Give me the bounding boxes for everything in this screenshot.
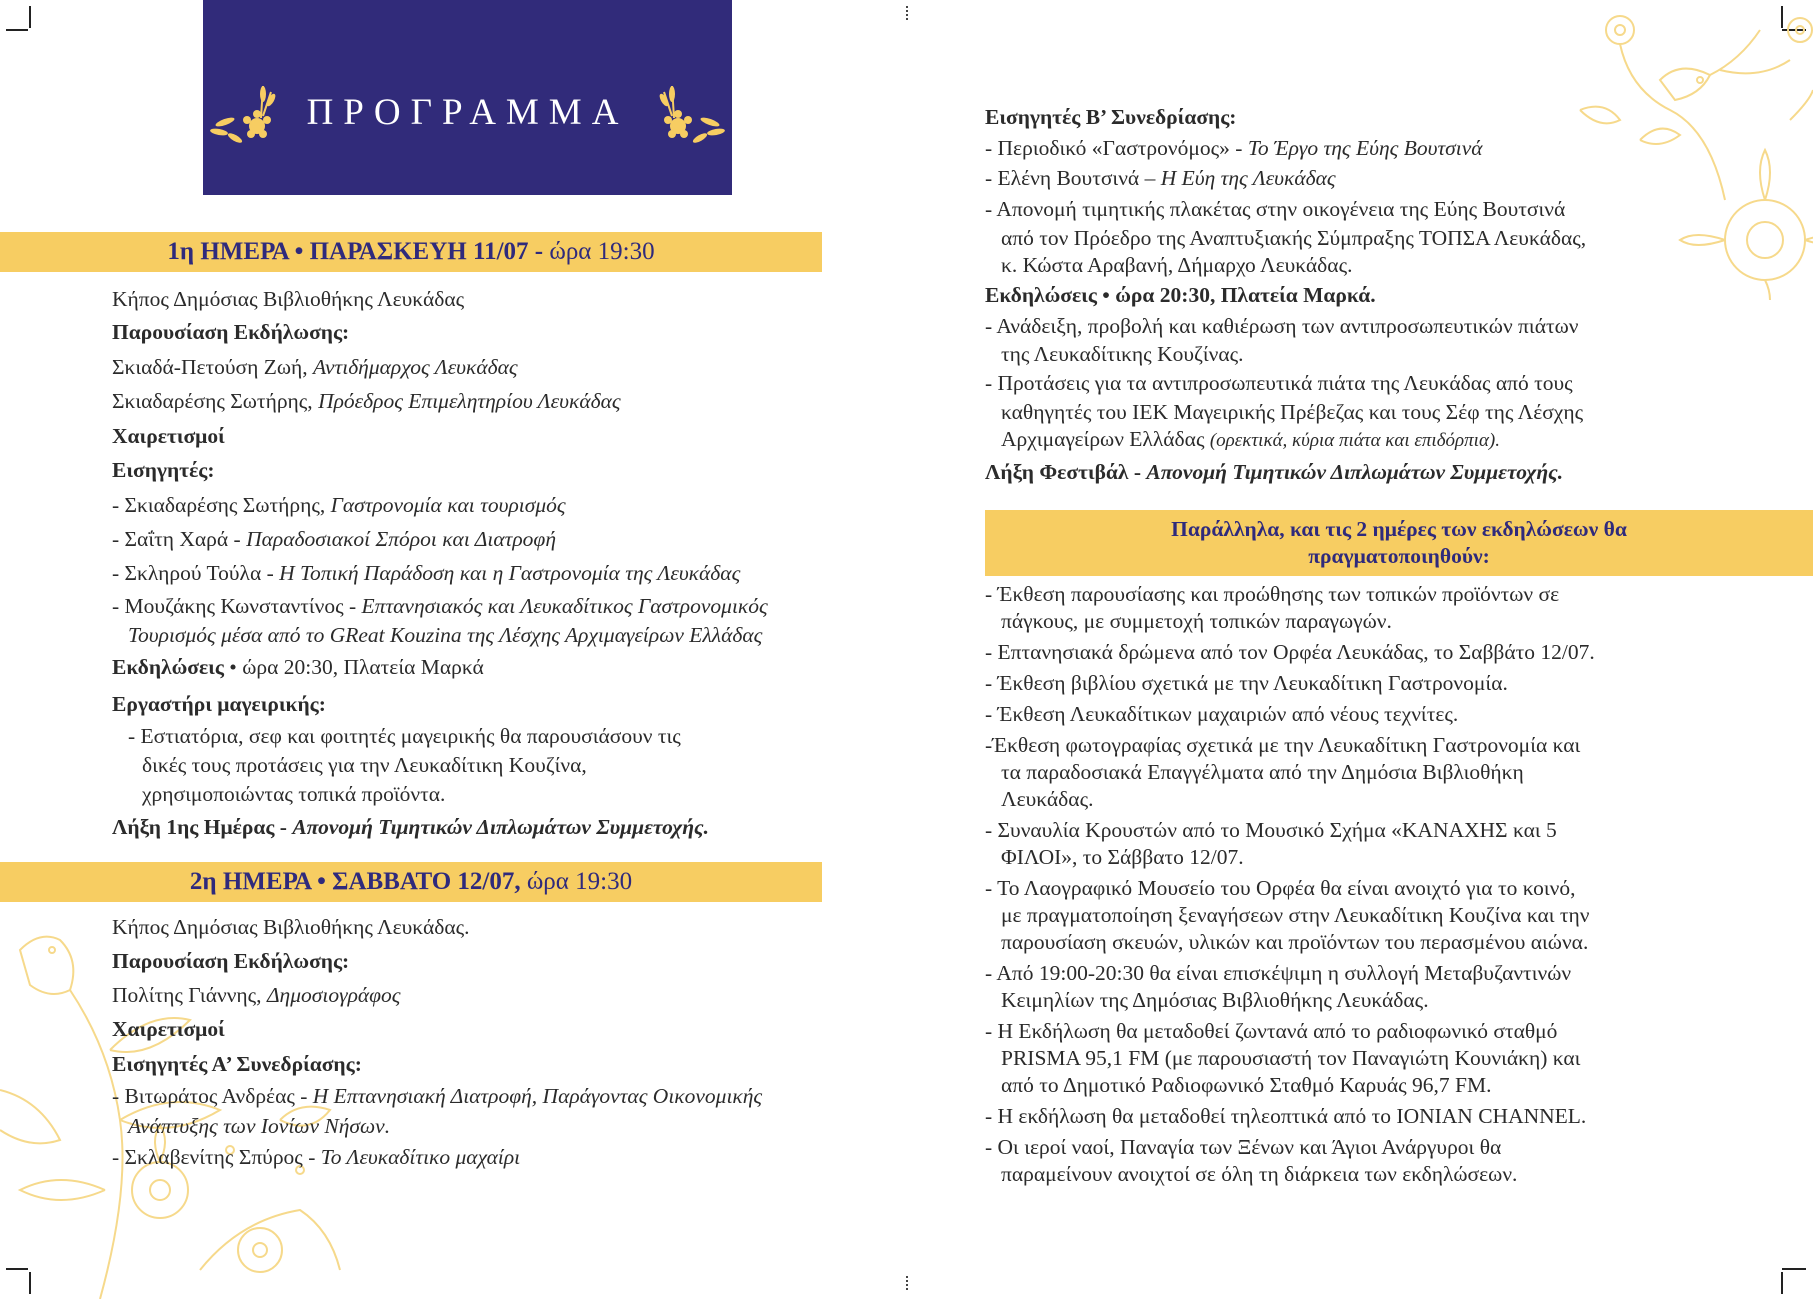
day1-presentation-label: Παρουσίαση Εκδήλωσης: — [112, 320, 350, 344]
speaker-item — [985, 163, 1785, 194]
speaker-name: - Σαΐτη Χαρά - — [112, 527, 241, 551]
title-banner — [203, 0, 732, 195]
day1-events: Εκδηλώσεις • ώρα 20:30, Πλατεία Μαρκά — [112, 655, 484, 679]
presenter-line — [112, 350, 822, 384]
crop-mark — [1782, 1268, 1806, 1270]
festival-end-label: Λήξη Φεστιβάλ - — [985, 460, 1142, 484]
speaker-topic-continued: Τουρισμός μέσα από το GReat Kouzina της Λέσχης Αρχιμαγείρων Ελλάδας — [128, 623, 763, 647]
events-line: - Προτάσεις για τα αντιπροσωπευτικά πιάτα της Λευκάδας από τους — [985, 371, 1573, 395]
session-b-label: Εισηγητές Β’ Συνεδρίασης: — [985, 105, 1237, 129]
presenter-name: Σκιαδά-Πετούση Ζωή, — [112, 355, 308, 379]
list-item-line: - Η εκδήλωση θα μεταδοθεί τηλεοπτικά από το IONIAN CHANNEL. — [985, 1104, 1587, 1128]
speaker-name: - Περιοδικό «Γαστρονόμος» - — [985, 136, 1243, 160]
list-item-line: Λευκάδας. — [1001, 787, 1094, 811]
speaker-topic: Το Λευκαδίτικο μαχαίρι — [320, 1145, 521, 1169]
crop-mark — [6, 29, 28, 31]
day1-speakers-label: Εισηγητές: — [112, 458, 215, 482]
events-line: της Λευκαδίτικης Κουζίνας. — [1001, 342, 1244, 366]
speaker-name: - Σκλαβενίτης Σπύρος - — [112, 1145, 316, 1169]
workshop-line: - Εστιατόρια, σεφ και φοιτητές μαγειρικής θα παρουσιάσουν τις — [128, 724, 681, 748]
parallel-events-list — [985, 581, 1785, 1192]
day1-program — [112, 283, 822, 845]
crop-mark — [1781, 6, 1783, 28]
speaker-topic: Επτανησιακός και Λευκαδίτικος Γαστρονομικός — [361, 594, 768, 618]
day1-closing-label: Λήξη 1ης Ημέρας - — [112, 815, 287, 839]
list-item-line: από το Δημοτικό Ραδιοφωνικό Σταθμό Καρυάς 96,7 FM. — [1001, 1073, 1492, 1097]
day2-heading-band — [0, 862, 822, 902]
presenter-name: Σκιαδαρέσης Σωτήρης, — [112, 389, 313, 413]
list-item-line: PRISMA 95,1 FM (με παρουσιαστή τον Παναγιώτη Κουνιάκη) και — [1001, 1046, 1581, 1070]
speaker-item — [112, 522, 822, 556]
events-line-last — [985, 426, 1785, 454]
crop-mark — [1781, 1272, 1783, 1294]
list-item — [985, 639, 1785, 666]
speaker-name: - Ελένη Βουτσινά – — [985, 166, 1156, 190]
list-item-line: -Έκθεση φωτογραφίας σχετικά με την Λευκαδίτικη Γαστρονομία και — [985, 733, 1581, 757]
events-line: - Ανάδειξη, προβολή και καθιέρωση των αντιπροσωπευτικών πιάτων — [985, 314, 1579, 338]
list-item — [985, 1134, 1785, 1188]
workshop-line: δικές τους προτάσεις για την Λευκαδίτικη Κουζίνα, — [142, 753, 587, 777]
workshop-line: χρησιμοποιώντας τοπικά προϊόντα. — [142, 782, 446, 806]
presenter-role: Δημοσιογράφος — [266, 983, 401, 1007]
crop-mark — [6, 1268, 28, 1270]
fold-mark — [906, 1276, 908, 1292]
day1-greetings: Χαιρετισμοί — [112, 424, 225, 448]
list-item-line: - Έκθεση βιβλίου σχετικά με την Λευκαδίτικη Γαστρονομία. — [985, 671, 1508, 695]
day1-venue: Κήπος Δημόσιας Βιβλιοθήκης Λευκάδας — [112, 287, 465, 311]
presenter-name: Πολίτης Γιάννης, — [112, 983, 262, 1007]
day2-heading: 2η ΗΜΕΡΑ • ΣΑΒΒΑΤΟ 12/07, — [189, 868, 521, 895]
list-item-line: τα παραδοσιακά Επαγγέλματα από την Δημόσια Βιβλιοθήκη — [1001, 760, 1524, 784]
list-item — [985, 1018, 1785, 1099]
crop-mark — [29, 6, 31, 28]
list-item-line: Κειμηλίων της Δημόσιας Βιβλιοθήκης Λευκάδας. — [1001, 988, 1429, 1012]
day1-workshop-label: Εργαστήρι μαγειρικής: — [112, 692, 326, 716]
plaque-line: - Απονομή τιμητικής πλακέτας στην οικογένεια της Εύης Βουτσινά — [985, 197, 1566, 221]
day1-time: ώρα 19:30 — [549, 238, 655, 265]
day1-closing-text: Απονομή Τιμητικών Διπλωμάτων Συμμετοχής. — [292, 815, 709, 839]
list-item-line: - Οι ιεροί ναοί, Παναγία των Ξένων και Άγιοι Ανάργυροι θα — [985, 1135, 1502, 1159]
speaker-item — [112, 590, 822, 622]
list-item-line: παρουσίαση σκευών, υλικών και προϊόντων του περασμένου αιώνα. — [1001, 930, 1589, 954]
speaker-name: - Σκιαδαρέσης Σωτήρης, — [112, 493, 326, 517]
list-item-line: παραμείνουν ανοιχτοί σε όλη τη διάρκεια των εκδηλώσεων. — [1001, 1162, 1518, 1186]
crop-mark — [29, 1272, 31, 1294]
list-item — [985, 1103, 1785, 1130]
list-item-line: ΦΙΛΟΙ», το Σάββατο 12/07. — [1001, 845, 1244, 869]
day2-greetings: Χαιρετισμοί — [112, 1017, 225, 1041]
session-a-label: Εισηγητές Α’ Συνεδρίασης: — [112, 1052, 362, 1076]
list-item — [985, 732, 1785, 813]
speaker-item — [112, 1140, 822, 1174]
list-item — [985, 875, 1785, 956]
crop-mark — [1782, 29, 1806, 31]
list-item-line: - Έκθεση Λευκαδίτικων μαχαιριών από νέους τεχνίτες. — [985, 702, 1459, 726]
speaker-item — [985, 133, 1785, 163]
events-line-text: Αρχιμαγείρων Ελλάδας — [1001, 427, 1205, 451]
day1-heading-band — [0, 232, 822, 272]
wheat-flower-ornament-icon — [648, 74, 730, 152]
speaker-topic: Το Έργο της Εύης Βουτσινά — [1247, 136, 1483, 160]
list-item — [985, 581, 1785, 635]
list-item — [985, 960, 1785, 1014]
list-item-line: - Συναυλία Κρουστών από το Μουσικό Σχήμα «ΚΑΝΑΧΗΣ και 5 — [985, 818, 1557, 842]
presenter-line — [112, 978, 822, 1012]
day2-venue: Κήπος Δημόσιας Βιβλιοθήκης Λευκάδας. — [112, 915, 470, 939]
speaker-name: - Βιτωράτος Ανδρέας - — [112, 1084, 308, 1108]
speaker-item — [112, 556, 822, 590]
events-line-note: (ορεκτικά, κύρια πιάτα και επιδόρπια). — [1209, 430, 1501, 451]
plaque-line: από τον Πρόεδρο της Αναπτυξιακής Σύμπραξης ΤΟΠΣΑ Λευκάδας, — [1001, 226, 1587, 250]
day1-events-time: ώρα 20:30, Πλατεία Μαρκά — [242, 655, 484, 679]
fold-mark — [906, 6, 908, 22]
day2-events-line: Εκδηλώσεις • ώρα 20:30, Πλατεία Μαρκά. — [985, 283, 1376, 307]
speaker-topic: Η Τοπική Παράδοση και η Γαστρονομία της Λευκάδας — [279, 561, 741, 585]
speaker-item — [112, 488, 822, 522]
parallel-events-band — [985, 510, 1813, 576]
festival-end — [985, 454, 1785, 490]
speaker-topic: Γαστρονομία και τουρισμός — [330, 493, 566, 517]
parallel-heading-line: πραγματοποιηθούν: — [1308, 544, 1490, 568]
day1-closing — [112, 809, 822, 845]
plaque-line: κ. Κώστα Αραβανή, Δήμαρχο Λευκάδας. — [1001, 253, 1353, 277]
list-item-line: - Επτανησιακά δρώμενα από τον Ορφέα Λευκάδας, το Σαββάτο 12/07. — [985, 640, 1595, 664]
day2-program-right — [985, 102, 1785, 490]
day1-events-label: Εκδηλώσεις — [112, 655, 224, 679]
page-title: ΠΡΟΓΡΑΜΜΑ — [306, 92, 629, 133]
list-item-line: - Το Λαογραφικό Μουσείο του Ορφέα θα είναι ανοιχτό για το κοινό, — [985, 876, 1576, 900]
speaker-item — [112, 1081, 822, 1112]
day2-time: ώρα 19:30 — [526, 868, 633, 895]
speaker-name: - Μουζάκης Κωνσταντίνος - — [112, 594, 357, 618]
list-item — [985, 817, 1785, 871]
presenter-role: Πρόεδρος Επιμελητηρίου Λευκάδας — [318, 389, 621, 413]
wheat-flower-ornament-icon — [205, 74, 287, 152]
speaker-topic-continued: Ανάπτυξης των Ιονίων Νήσων. — [128, 1114, 391, 1138]
list-item — [985, 701, 1785, 728]
list-item-line: πάγκους, με συμμετοχή τοπικών παραγωγών. — [1001, 609, 1392, 633]
list-item-line: - Η Εκδήλωση θα μεταδοθεί ζωντανά από το ραδιοφωνικό σταθμό — [985, 1019, 1558, 1043]
list-item-line: - Από 19:00-20:30 θα είναι επισκέψιμη η συλλογή Μεταβυζαντινών — [985, 961, 1572, 985]
speaker-topic: Η Επτανησιακή Διατροφή, Παράγοντας Οικονομικής — [312, 1084, 763, 1108]
day2-presentation-label: Παρουσίαση Εκδήλωσης: — [112, 949, 350, 973]
presenter-line — [112, 384, 822, 419]
festival-end-text: Απονομή Τιμητικών Διπλωμάτων Συμμετοχής. — [1146, 460, 1564, 484]
speaker-topic: Παραδοσιακοί Σπόροι και Διατροφή — [246, 527, 556, 551]
parallel-heading-line: Παράλληλα, και τις 2 ημέρες των εκδηλώσεων θα — [1171, 517, 1627, 541]
list-item — [985, 670, 1785, 697]
list-item-line: με πραγματοποίηση ξεναγήσεων στην Λευκαδίτικη Κουζίνα και την — [1001, 903, 1590, 927]
day1-heading: 1η ΗΜΕΡΑ • ΠΑΡΑΣΚΕΥΗ 11/07 - — [167, 238, 544, 265]
list-item-line: - Έκθεση παρουσίασης και προώθησης των τοπικών προϊόντων σε — [985, 582, 1560, 606]
speaker-topic: Η Εύη της Λευκάδας — [1160, 166, 1336, 190]
speaker-name: - Σκληρού Τούλα - — [112, 561, 274, 585]
events-line: καθηγητές του ΙΕΚ Μαγειρικής Πρέβεζας και τους Σέφ της Λέσχης — [1001, 400, 1584, 424]
presenter-role: Αντιδήμαρχος Λευκάδας — [313, 355, 518, 379]
day2-program-left — [112, 910, 822, 1174]
